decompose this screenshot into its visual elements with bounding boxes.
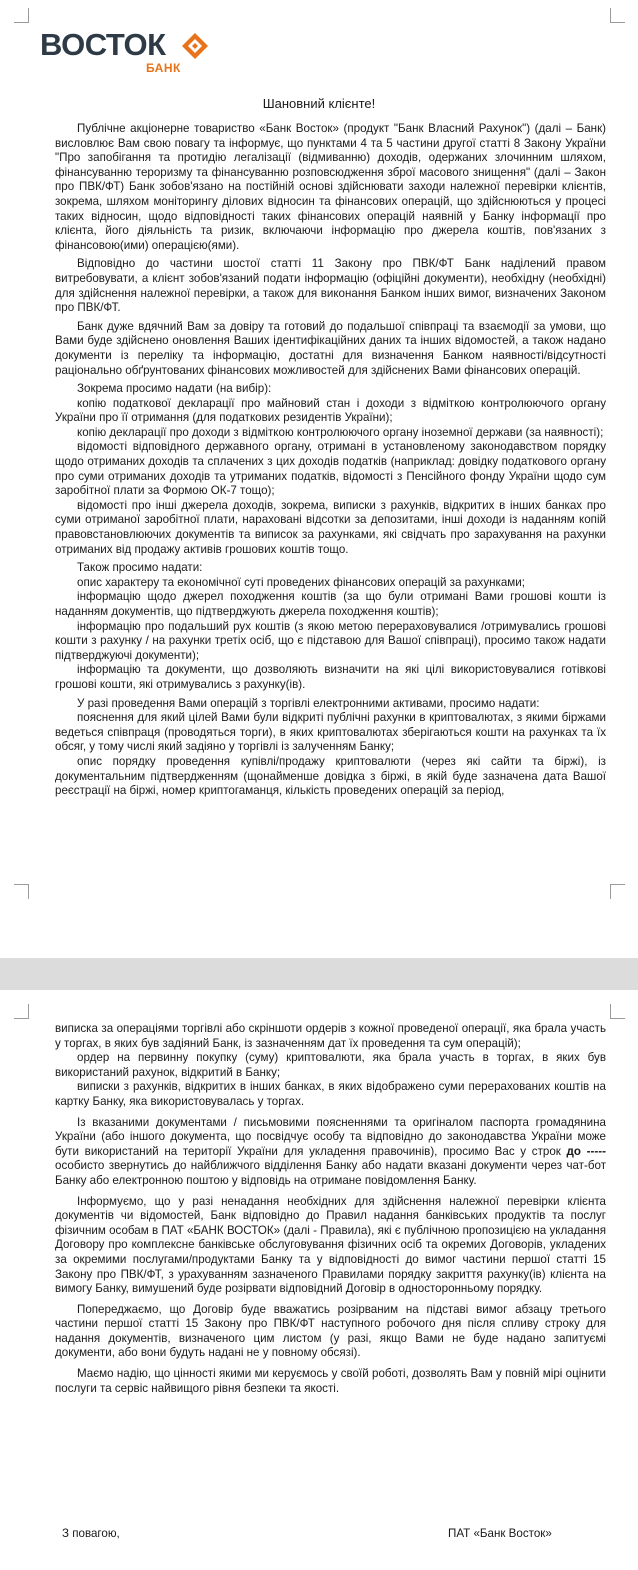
visit-text-part-1: Із вказаними документами / письмовими поясненнями та оригіналом паспорта громадянина України (або іншого документа, що посвідчує особу та відповідно до законодавства України може бути використаний на території України для укладення правочинів), просимо Вас у строк bbox=[55, 1115, 606, 1158]
paragraph-legal-basis: Відповідно до частини шостої статті 11 Закону про ПВК/ФТ Банк наділений правом витребовувати, а клієнт зобов'язаний подати інформацію (офіційні документи), необхідну (необхідні) для здійснення належної перевірки, а також для виконання Банком інших вимог, визначених Законом про ПВК/ФТ. bbox=[55, 257, 606, 315]
crop-mark-top-right bbox=[610, 1004, 625, 1019]
list-item: відомості про інші джерела доходів, зокрема, виписки з рахунків, відкритих в інших банках про суми отриманої заробітної плати, нараховані відсотки за депозитами, інші доходи із наданням копій правовстановлюючих документів та виписок за рахунками, які свідчать про зарахування на рахунки отриманих від продажу активів грошових коштів тощо. bbox=[55, 498, 606, 556]
logo-chevron-icon bbox=[182, 31, 208, 61]
paragraph-closing-hope: Маємо надію, що цінності якими ми керуємось у своїй роботі, дозволять Вам у повній мірі оцінити послуги та сервіс найвищого рівня безпеки та якості. bbox=[55, 1367, 606, 1395]
deadline-placeholder: до ----- bbox=[566, 1144, 606, 1158]
list-heading-also: Також просимо надати: bbox=[77, 561, 203, 575]
list-item: інформацію щодо джерел походження коштів (за що були отримані Вами грошові кошти із наданням документів, що підтверджують джерела походження коштів); bbox=[55, 590, 606, 618]
paragraph-visit-branch bbox=[55, 1116, 606, 1189]
logo-subtitle: БАНК bbox=[146, 61, 181, 75]
letter-body-page-1 bbox=[55, 122, 606, 799]
list-heading-crypto: У разі проведення Вами операцій з торгівлі електронними активами, просимо надати: bbox=[77, 696, 540, 710]
list-item-continued: виписка за операціями торгівлі або скріншоти ордерів з кожної проведеної операції, яка брала участь у торгах, в яких був задіяний Банк, із зазначенням дат їх проведення та сум операцій); bbox=[55, 1022, 606, 1050]
logo-wordmark: ВОСТОК bbox=[40, 27, 166, 62]
list-item: опис характеру та економічної суті проведених фінансових операцій за рахунками; bbox=[77, 575, 525, 589]
crop-mark-bottom-left bbox=[14, 884, 29, 899]
crop-mark-top-left bbox=[14, 8, 29, 23]
closing-regards: З повагою, bbox=[62, 1527, 120, 1540]
paragraph-termination-notice: Інформуємо, що у разі ненадання необхідних для здійснення належної перевірки клієнта документів чи відомостей, Банк відповідно до Правил надання банківських продуктів та послуг фізичним особам в ПАТ «БАНК ВОСТОК» (далі - Правила), які є публічною пропозицією на укладання Договору про комплексне банківське обслуговування фізичних осіб та окремих Договорів, укладених за окремими послугами/продуктами Банку та у відповідності до вимог частини першої статті 15 Закону про ПВК/ФТ, з урахуванням зазначеного Правилами порядку закриття рахунку(ів) клієнта на вимогу Банку, вимушений буде розірвати відповідний Договір в односторонньому порядку. bbox=[55, 1194, 606, 1296]
list-item: виписки з рахунків, відкритих в інших банках, в яких відображено суми перерахованих коштів на картку Банку, яка використовувалась у торгах. bbox=[55, 1080, 606, 1108]
salutation: Шановний клієнте! bbox=[262, 96, 376, 111]
list-item: пояснення для який цілей Вами були відкриті публічні рахунки в криптовалютах, з якими біржами ведеться співпраця (проводяться торги), в яких криптовалютах зберігаються кошти на рахунках та їх обсяг, у тому числі який задіяно у торгівлі із залученням Банку; bbox=[55, 711, 606, 754]
paragraph-warning: Попереджаємо, що Договір буде вважатись розірваним на підставі вимог абзацу третього частини першої статті 15 Закону про ПВК/ФТ наступного робочого дня після спливу строку для надання документів, визначеного цим листом (у разі, якщо Вами не буде надано запитуємі документи, або вони будуть надані не у повному обсязі). bbox=[55, 1302, 606, 1360]
signature-bank: ПАТ «Банк Восток» bbox=[448, 1527, 552, 1540]
letter-body-page-2 bbox=[55, 1022, 606, 1400]
list-item: відомості відповідного державного органу, отримані в установленому законодавством порядку щодо отриманих доходів та сплачених з цих доходів податків (наприклад: довідку податкового органу про суми отриманих доходів та утриманих податків, відомості з Пенсійного фонду України щодо сум заробітної плати за Формою ОК-7 тощо); bbox=[55, 440, 606, 498]
list-item: ордер на первинну покупку (суму) криптовалюти, яка брала участь в торгах, в яких був використаний рахунок, відкритий в Банку; bbox=[55, 1051, 606, 1079]
visit-text-part-2: особисто звернутись до найближчого відділення Банку або надати вказані документи через чат-бот Банку або електронною поштою у відповідь на отримане повідомлення Банку. bbox=[55, 1159, 606, 1187]
list-heading-documents: Зокрема просимо надати (на вибір): bbox=[77, 382, 272, 396]
bank-logo bbox=[40, 28, 220, 76]
crop-mark-bottom-right bbox=[610, 884, 625, 899]
list-item: інформацію та документи, що дозволяють визначити на які цілі використовувалися готівкові грошові кошти, які отримувались з рахунку(ів). bbox=[55, 663, 606, 691]
crop-mark-top-right bbox=[610, 8, 625, 23]
list-item: опис порядку проведення купівлі/продажу криптовалюти (через які сайти та біржі), із документальним підтвердженням (щонайменше довідка з біржі, в якій буде зазначена дата Вашої реєстрації на біржі, номер криптогаманця, кількість проведених операцій за період, bbox=[55, 754, 606, 798]
page-separator bbox=[0, 958, 638, 990]
list-item: копію декларації про доходи з відміткою контролюючого органу іноземної держави (за наявності); bbox=[77, 425, 604, 439]
list-item: інформацію про подальший рух коштів (з якою метою перераховувалися /отримувались грошові кошти з рахунку / на рахунки третіх осіб, що є підставою для Вашої співпраці), просимо також надати підтверджуючі документи); bbox=[55, 619, 606, 662]
list-item: копію податкової декларації про майновий стан і доходи з відміткою контролюючого органу України про її отримання (для податкових резидентів України); bbox=[55, 396, 606, 425]
paragraph-intro: Публічне акціонерне товариство «Банк Восток» (продукт "Банк Власний Рахунок") (далі – Банк) висловлює Вам свою повагу та інформує, що пунктами 4 та 5 частини другої статті 8 Закону України "Про запобігання та протидію легалізації (відмиванню) доходів, одержаних злочинним шляхом, фінансуванню тероризму та фінансуванню розповсюдження зброї масового знищення" (далі – Закон про ПВК/ФТ) Банк зобов'язано на постійній основі здійснювати заходи належної перевірки клієнтів, зокрема, шляхом моніторингу ділових відносин та фінансових операцій, що здійснюються у процесі таких відносин, щодо відповідності таких фінансових операцій наявній у Банку інформації про клієнта, його діяльність та ризик, включаючи інформацію про джерела коштів, пов'язаних з фінансовою(ими) операцією(ями). bbox=[55, 122, 606, 252]
crop-mark-top-left bbox=[14, 1004, 29, 1019]
paragraph-gratitude: Банк дуже вдячний Вам за довіру та готовий до подальшої співпраці та взаємодії за умови, що Вами буде здійснено оновлення Ваших ідентифікаційних даних та інших відомостей, а також надано документи із переліку та інформацію, достатні для визначення Банком наявності/відсутності раціонально обґрунтованих фінансових можливостей для здійснених Вами фінансових операцій. bbox=[55, 319, 606, 377]
